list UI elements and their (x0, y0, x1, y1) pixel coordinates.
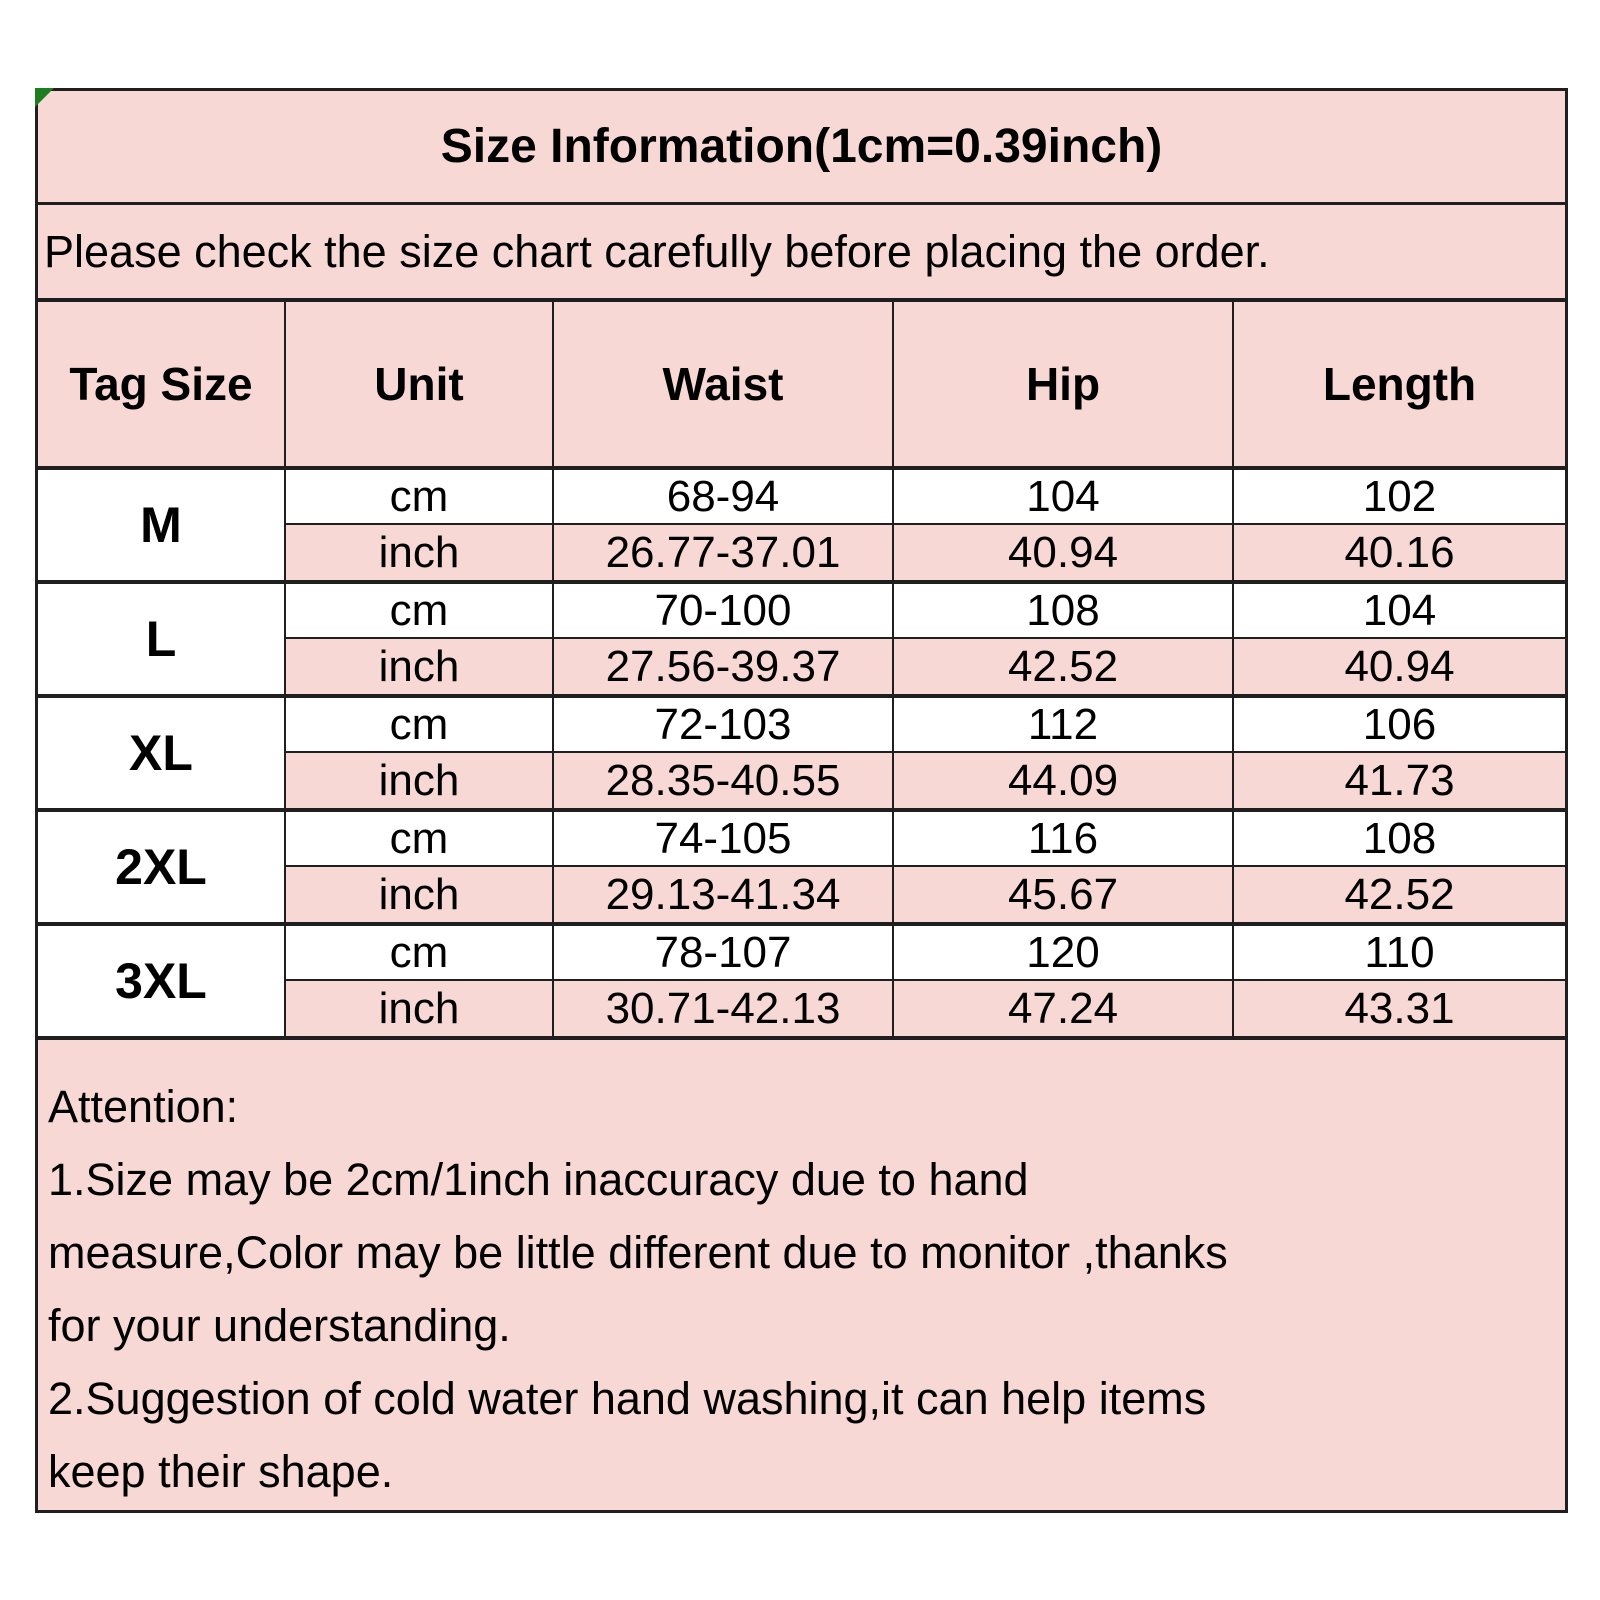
attention-line: 2.Suggestion of cold water hand washing,it can help items (48, 1373, 1207, 1424)
length-cell: 40.94 (1234, 639, 1565, 694)
attention-heading: Attention: (48, 1081, 239, 1132)
waist-cell: 30.71-42.13 (554, 981, 894, 1036)
waist-cell: 74-105 (554, 812, 894, 867)
length-cell: 108 (1234, 812, 1565, 867)
header-waist: Waist (554, 302, 894, 466)
attention-section (38, 1040, 1565, 1510)
header-hip: Hip (894, 302, 1234, 466)
unit-cell: cm (286, 812, 554, 867)
waist-cell: 70-100 (554, 584, 894, 639)
length-cell: 41.73 (1234, 753, 1565, 808)
waist-cell: 27.56-39.37 (554, 639, 894, 694)
waist-cell: 28.35-40.55 (554, 753, 894, 808)
hip-cell: 104 (894, 470, 1234, 525)
page-title: Size Information(1cm=0.39inch) (440, 120, 1163, 173)
size-row-group-3xl (38, 926, 1565, 1040)
hip-cell: 108 (894, 584, 1234, 639)
length-cell: 106 (1234, 698, 1565, 753)
size-row-group-2xl (38, 812, 1565, 926)
waist-cell: 72-103 (554, 698, 894, 753)
waist-cell: 78-107 (554, 926, 894, 981)
hip-cell: 44.09 (894, 753, 1234, 808)
length-cell: 104 (1234, 584, 1565, 639)
unit-cell: inch (286, 639, 554, 694)
hip-cell: 116 (894, 812, 1234, 867)
unit-cell: inch (286, 753, 554, 808)
hip-cell: 40.94 (894, 525, 1234, 580)
attention-line: measure,Color may be little different due to monitor ,thanks (48, 1227, 1228, 1278)
hip-cell: 120 (894, 926, 1234, 981)
waist-cell: 68-94 (554, 470, 894, 525)
attention-line: for your understanding. (48, 1300, 511, 1351)
size-row-group-xl (38, 698, 1565, 812)
length-cell: 110 (1234, 926, 1565, 981)
tag-size-cell: XL (38, 698, 286, 808)
subtitle-row (38, 205, 1565, 302)
length-cell: 40.16 (1234, 525, 1565, 580)
hip-cell: 112 (894, 698, 1234, 753)
hip-cell: 45.67 (894, 867, 1234, 922)
header-tag-size: Tag Size (38, 302, 286, 466)
attention-line: keep their shape. (48, 1446, 394, 1497)
header-unit: Unit (286, 302, 554, 466)
unit-cell: inch (286, 981, 554, 1036)
unit-cell: cm (286, 926, 554, 981)
tag-size-cell: M (38, 470, 286, 580)
length-cell: 102 (1234, 470, 1565, 525)
unit-cell: cm (286, 698, 554, 753)
tag-size-cell: 3XL (38, 926, 286, 1036)
attention-line: 1.Size may be 2cm/1inch inaccuracy due to hand (48, 1154, 1029, 1205)
unit-cell: inch (286, 867, 554, 922)
green-corner-marker-icon (35, 88, 54, 107)
waist-cell: 29.13-41.34 (554, 867, 894, 922)
tag-size-cell: 2XL (38, 812, 286, 922)
hip-cell: 47.24 (894, 981, 1234, 1036)
size-row-group-m (38, 470, 1565, 584)
subtitle-text: Please check the size chart carefully before placing the order. (44, 225, 1270, 277)
hip-cell: 42.52 (894, 639, 1234, 694)
table-header-row (38, 302, 1565, 470)
header-length: Length (1322, 358, 1477, 410)
waist-cell: 26.77-37.01 (554, 525, 894, 580)
unit-cell: inch (286, 525, 554, 580)
unit-cell: cm (286, 470, 554, 525)
size-chart-table (35, 88, 1568, 1513)
size-row-group-l (38, 584, 1565, 698)
length-cell: 42.52 (1234, 867, 1565, 922)
tag-size-cell: L (38, 584, 286, 694)
unit-cell: cm (286, 584, 554, 639)
length-cell: 43.31 (1234, 981, 1565, 1036)
title-row (38, 91, 1565, 205)
